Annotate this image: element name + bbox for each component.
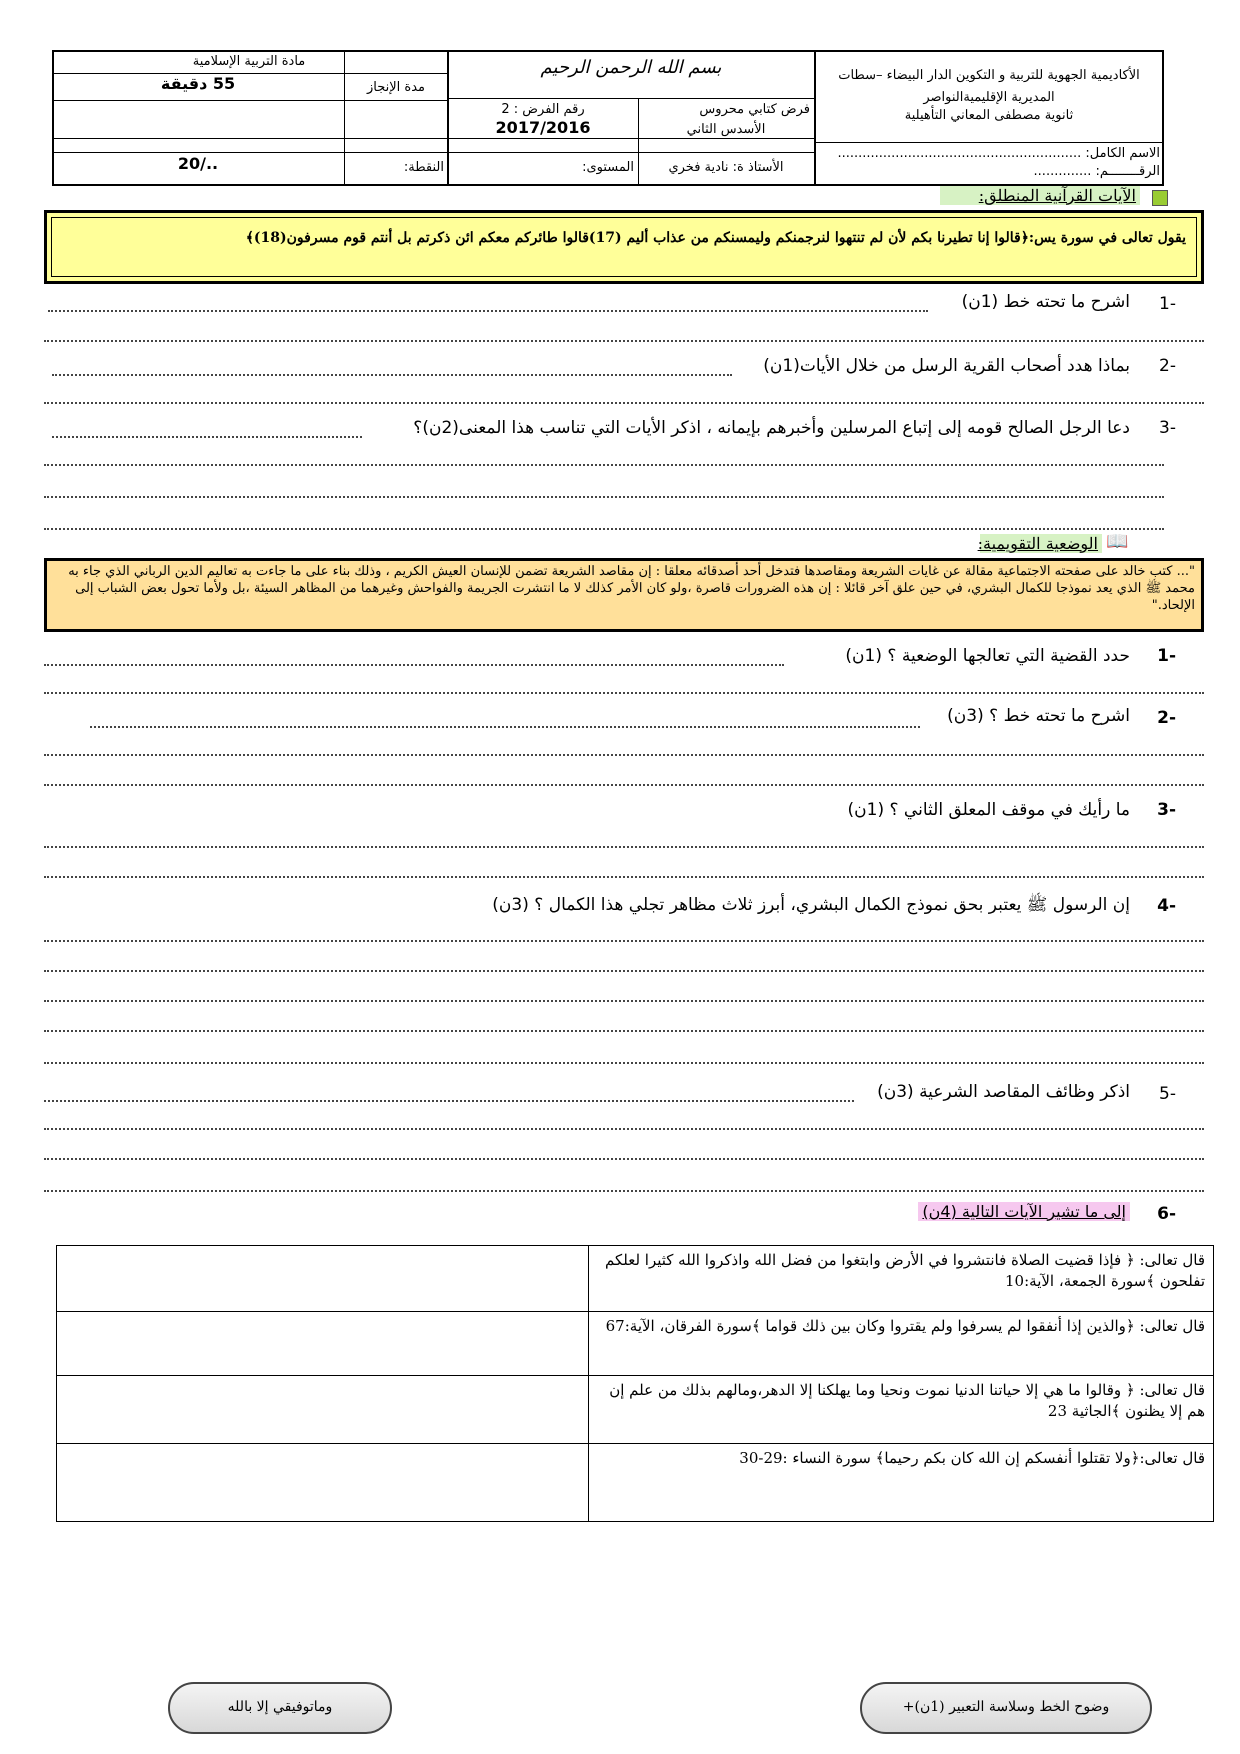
school-name: ثانوية مصطفى المعاني التأهيلية <box>904 108 1074 123</box>
student-number-field[interactable]: الرقــــــــم: .............. <box>1033 164 1160 179</box>
question-s6-number <box>1157 1204 1176 1224</box>
num: -4 <box>1157 896 1176 916</box>
question-s3: ما رأيك في موقف المعلق الثاني ؟ (1ن) <box>847 800 1130 820</box>
question-s4-number <box>1157 896 1176 916</box>
subject-name: مادة التربية الإسلامية <box>192 54 306 69</box>
table-row <box>57 1246 1214 1312</box>
grade-label: النقطة: <box>403 160 444 175</box>
duration-label: مدة الإنجاز <box>366 80 425 95</box>
divider <box>54 138 447 139</box>
footer-handwriting-note: وضوح الخط وسلاسة التعبير (1ن)+ <box>860 1682 1152 1734</box>
answer-line[interactable] <box>44 940 1204 942</box>
header-table <box>52 50 1164 186</box>
answer-cell[interactable] <box>57 1246 589 1312</box>
answer-line[interactable] <box>44 1100 854 1102</box>
verse-box <box>44 210 1204 284</box>
quran-verse: يقول تعالى في سورة يس:﴿قالوا إنا تطيرنا بكم لأن لم تنتهوا لنرجمنكم وليمسنكم من عذاب أليم (17)قالوا طائركم معكم ائن ذكرتم بل أنتم قوم مسرفون(18)﴾ <box>51 217 1197 277</box>
answer-line[interactable] <box>44 496 1164 498</box>
verse-cell: قال تعالى: ﴿ وقالوا ما هي إلا حياتنا الدنيا نموت ونحيا وما يهلكنا إلا الدهر،ومالهم بذلك من علم إن هم إلا يظنون ﴾الجاثية 23 <box>589 1376 1214 1444</box>
footer-closing: وماتوفيقي إلا بالله <box>168 1682 392 1734</box>
question-1: اشرح ما تحته خط (1ن) <box>961 292 1130 312</box>
answer-line[interactable] <box>44 1158 1204 1160</box>
directorate-name: المديرية الإقليميةالنواصر <box>923 90 1055 105</box>
answer-line[interactable] <box>44 876 1204 878</box>
table-row <box>57 1312 1214 1376</box>
duration-value: 55 دقيقة <box>160 74 236 93</box>
grade-value: 20/.. <box>177 154 219 173</box>
answer-line[interactable] <box>44 1062 1204 1064</box>
answer-line[interactable] <box>90 726 920 728</box>
divider <box>344 52 345 184</box>
section-title-situation: الوضعية التقويمية: <box>980 534 1102 553</box>
answer-line[interactable] <box>44 1190 1204 1192</box>
divider <box>54 152 814 153</box>
question-s6: إلى ما تشير الآيات التالية (4ن) <box>918 1202 1130 1221</box>
question-s4: إن الرسول ﷺ يعتبر بحق نموذج الكمال البشري، أبرز ثلاث مظاهر تجلي هذا الكمال ؟ (3ن) <box>492 895 1130 915</box>
school-year: 2017/2016 <box>495 118 591 137</box>
divider <box>638 98 639 184</box>
answer-line[interactable] <box>44 340 1204 342</box>
num: -1 <box>1157 646 1176 666</box>
question-s3-number <box>1157 800 1176 820</box>
semester: الأسدس الثاني <box>686 122 766 137</box>
verses-table <box>56 1245 1214 1522</box>
answer-line[interactable] <box>44 970 1204 972</box>
answer-cell[interactable] <box>57 1444 589 1522</box>
question-s1: حدد القضية التي تعالجها الوضعية ؟ (1ن) <box>845 646 1130 666</box>
table-row <box>57 1376 1214 1444</box>
question-s2-number <box>1157 708 1176 728</box>
answer-line[interactable] <box>44 528 1164 530</box>
level-label: المستوى: <box>582 160 634 175</box>
question-s5-number: -5 <box>1159 1084 1176 1104</box>
divider <box>54 73 447 74</box>
verse-cell: قال تعالى: ﴿والذين إذا أنفقوا لم يسرفوا ولم يقتروا وكان بين ذلك قواما ﴾سورة الفرقان، الآية:67 <box>589 1312 1214 1376</box>
answer-cell[interactable] <box>57 1376 589 1444</box>
num: -2 <box>1157 708 1176 728</box>
question-s1-number <box>1157 646 1176 666</box>
answer-line[interactable] <box>44 464 1164 466</box>
divider <box>54 100 447 101</box>
verse-cell: قال تعالى:﴿ولا تقتلوا أنفسكم إن الله كان بكم رحيما﴾ سورة النساء :29-30 <box>589 1444 1214 1522</box>
answer-line[interactable] <box>44 692 1204 694</box>
divider <box>447 138 814 139</box>
answer-line[interactable] <box>48 310 928 312</box>
divider <box>447 98 814 99</box>
question-s2: اشرح ما تحته خط ؟ (3ن) <box>947 706 1130 726</box>
situation-text: "... كتب خالد على صفحته الاجتماعية مقالة عن غايات الشريعة ومقاصدها فتدخل أحد أصدقائه معلقا : إن مقاصد الشريعة تضمن للإنسان العيش الكريم ، وذلك بناء على ما جاءت به تعاليم الدين الرباني الذي جاء به محمد ﷺ الذي يعد نموذجا للكمال البشري، في حين علق آخر قائلا : إن هذه الضرورات قاصرة ،ولو كان الأمر كذلك لا ما انتشرت الجريمة والفواحش وغيرهما من المظاهر السيئة ،بل ولأما تحول بعض الشباب إلى الإلحاد." <box>44 558 1204 632</box>
answer-line[interactable] <box>44 1128 1204 1130</box>
divider <box>447 52 449 184</box>
teacher-name: الأستاذ ة: نادية فخري <box>668 160 784 175</box>
question-1-number: -1 <box>1159 294 1176 314</box>
answer-line[interactable] <box>44 784 1204 786</box>
basmala: بسم الله الرحمن الرحيم <box>540 57 722 78</box>
question-3: دعا الرجل الصالح قومه إلى إتباع المرسلين وأخبرهم بإيمانه ، اذكر الأيات التي تناسب هذا المعنى(2ن)؟ <box>413 418 1130 438</box>
divider <box>814 142 1164 143</box>
answer-line[interactable] <box>44 1000 1204 1002</box>
answer-line[interactable] <box>52 374 732 376</box>
student-name-field[interactable]: الاسم الكامل: ........................................................... <box>837 146 1160 161</box>
answer-cell[interactable] <box>57 1312 589 1376</box>
question-s5: اذكر وظائف المقاصد الشرعية (3ن) <box>877 1082 1130 1102</box>
book-icon: 📖 <box>1106 531 1129 552</box>
verse-cell: قال تعالى: ﴿ فإذا قضيت الصلاة فانتشروا في الأرض وابتغوا من فضل الله واذكروا الله كثيرا لعلكم تفلحون ﴾سورة الجمعة، الآية:10 <box>589 1246 1214 1312</box>
exam-type: فرض كتابي محروس <box>699 102 810 117</box>
divider <box>814 52 816 184</box>
question-2-number: -2 <box>1159 356 1176 376</box>
answer-line[interactable] <box>44 402 1204 404</box>
answer-line[interactable] <box>52 436 362 438</box>
exam-number: رقم الفرض : 2 <box>501 102 585 117</box>
answer-line[interactable] <box>44 846 1204 848</box>
answer-line[interactable] <box>44 754 1204 756</box>
bullet-icon <box>1152 190 1168 206</box>
table-row <box>57 1444 1214 1522</box>
answer-line[interactable] <box>44 664 784 666</box>
question-3-number: -3 <box>1159 418 1176 438</box>
section-title-verses: الآيات القرآنية المنطلق: <box>940 186 1140 205</box>
academy-name: الأكاديمية الجهوية للتربية و التكوين الدار البيضاء –سطات <box>838 68 1140 83</box>
answer-line[interactable] <box>44 1030 1204 1032</box>
num: -6 <box>1157 1204 1176 1224</box>
num: -3 <box>1157 800 1176 820</box>
question-2: بماذا هدد أصحاب القرية الرسل من خلال الأيات(1ن) <box>763 356 1130 376</box>
